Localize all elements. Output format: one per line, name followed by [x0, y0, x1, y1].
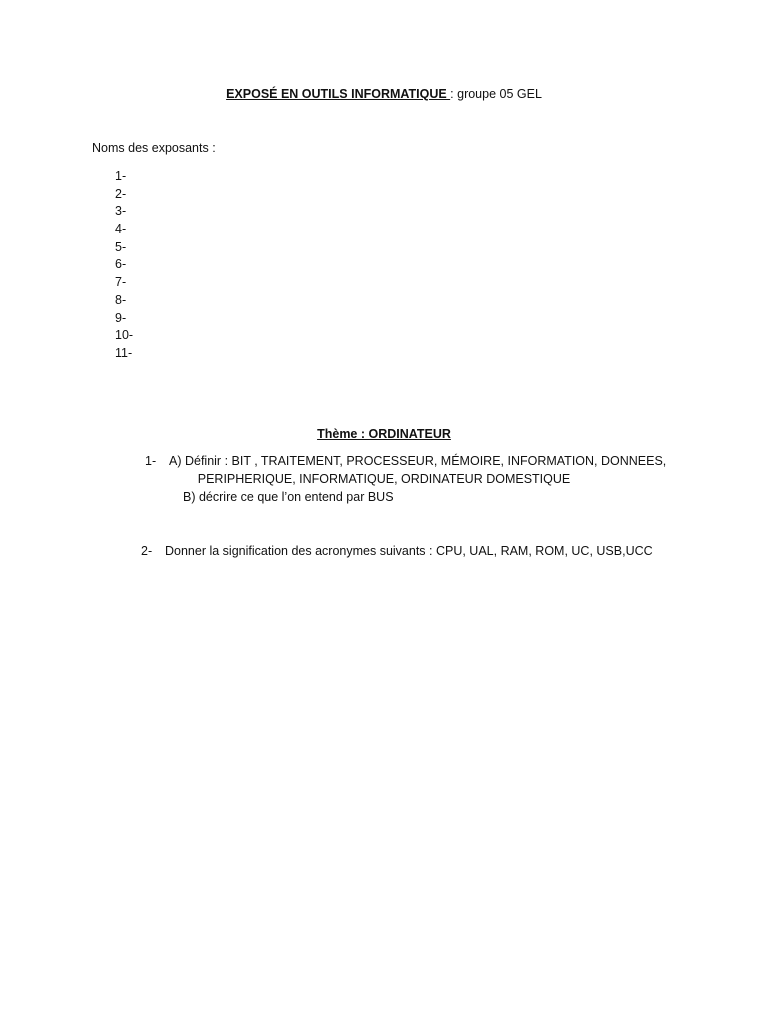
- exposant-item: 8-: [115, 292, 127, 307]
- question-1-part-a-continued: PERIPHERIQUE, INFORMATIQUE, ORDINATEUR DOMESTIQUE: [197, 472, 571, 486]
- exposant-item: 5-: [115, 239, 127, 254]
- question-1-part-a: A) Définir : BIT , TRAITEMENT, PROCESSEUR, MÉMOIRE, INFORMATION, DONNEES,: [169, 454, 667, 468]
- exposant-item: 9-: [115, 310, 127, 325]
- exposant-item: 6-: [115, 257, 127, 272]
- exposant-item: 7-: [115, 275, 127, 290]
- exposant-item: 11-: [115, 345, 133, 360]
- question-1-part-b: B) décrire ce que l’on entend par BUS: [183, 490, 394, 504]
- title-bold-text: EXPOSÉ EN OUTILS INFORMATIQUE: [226, 87, 451, 101]
- exposants-label: Noms des exposants :: [92, 141, 216, 155]
- exposants-list: [115, 168, 133, 363]
- exposant-item: 10-: [115, 328, 134, 343]
- exposant-item: 4-: [115, 222, 127, 237]
- question-2-text: Donner la signification des acronymes suivants : CPU, UAL, RAM, ROM, UC, USB,UCC: [165, 544, 653, 558]
- question-2-number: 2-: [141, 544, 153, 558]
- theme-title: [0, 427, 768, 441]
- question-1-number: 1-: [145, 454, 157, 468]
- exposant-item: 2-: [115, 186, 127, 201]
- exposant-item: 1-: [115, 169, 127, 183]
- theme-title-text: Thème : ORDINATEUR: [317, 427, 451, 441]
- document-title: [0, 87, 768, 101]
- exposant-item: 3-: [115, 204, 127, 219]
- title-group-text: : groupe 05 GEL: [450, 87, 542, 101]
